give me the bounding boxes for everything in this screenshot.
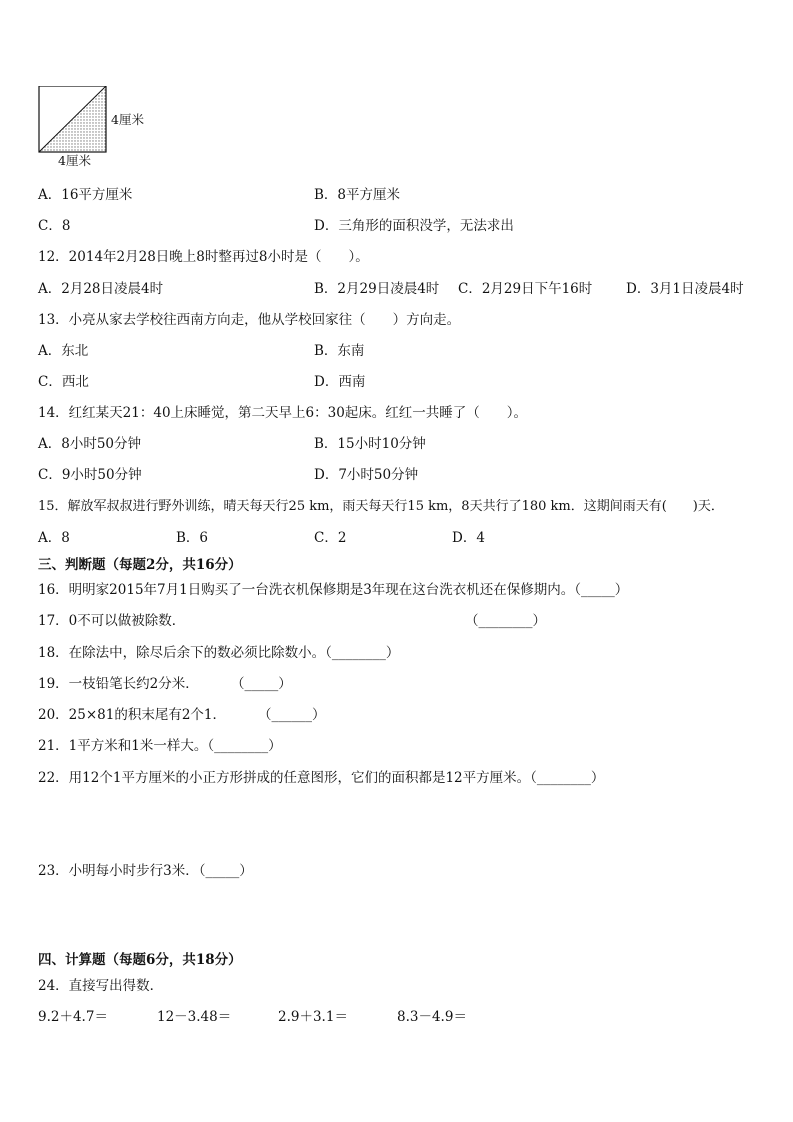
q14-stem: 14．红红某天21：40上床睡觉，第二天早上6：30起床。红红一共睡了（ ）。 xyxy=(38,405,528,421)
q15-option-d: D．4 xyxy=(452,530,485,546)
side-length-label: 4厘米 xyxy=(111,112,144,127)
q15-option-b: B．6 xyxy=(176,530,209,546)
q12-option-b: B．2月29日凌晨4时 xyxy=(314,281,440,297)
q22: 22．用12个1平方厘米的小正方形拼成的任意图形，它们的面积都是12平方厘米。（________） xyxy=(38,770,605,786)
bottom-length-label: 4厘米 xyxy=(58,153,91,168)
q24-expression-2: 12－3.48＝ xyxy=(157,1009,232,1025)
q21: 21．1平方米和1米一样大。（________） xyxy=(38,738,282,754)
q17-answer-blank: （________） xyxy=(465,613,546,629)
q12-option-d: D．3月1日凌晨4时 xyxy=(626,281,744,297)
q11-option-a: A．16平方厘米 xyxy=(38,187,133,203)
q18: 18．在除法中，除尽后余下的数必须比除数小。（________） xyxy=(38,645,400,661)
q12-option-c: C．2月29日下午16时 xyxy=(458,281,593,297)
q13-option-a: A．东北 xyxy=(38,343,89,359)
q20-text: 20．25×81的积末尾有2个1． xyxy=(38,707,227,723)
q13-option-d: D．西南 xyxy=(314,374,366,390)
q13-stem: 13．小亮从家去学校往西南方向走，他从学校回家往（ ）方向走。 xyxy=(38,312,461,328)
q15-option-a: A．8 xyxy=(38,530,70,546)
q20-answer-blank: （______） xyxy=(258,707,326,723)
q13-option-b: B．东南 xyxy=(314,343,365,359)
q12-option-a: A．2月28日凌晨4时 xyxy=(38,281,164,297)
section-3-heading: 三、判断题（每题2分，共16分） xyxy=(38,557,242,573)
q14-option-a: A．8小时50分钟 xyxy=(38,436,142,452)
q15-option-c: C．2 xyxy=(314,530,347,546)
q19-answer-blank: （_____） xyxy=(231,676,292,692)
q11-option-d: D．三角形的面积没学，无法求出 xyxy=(314,218,514,234)
q24-expression-3: 2.9＋3.1＝ xyxy=(278,1009,348,1025)
q24-expression-4: 8.3－4.9＝ xyxy=(397,1009,467,1025)
q19-text: 19．一枝铅笔长约2分米． xyxy=(38,676,199,692)
q11-option-c: C．8 xyxy=(38,218,71,234)
q24-stem: 24．直接写出得数． xyxy=(38,978,164,994)
q11-option-b: B．8平方厘米 xyxy=(314,187,401,203)
square-figure xyxy=(38,86,153,175)
q13-option-c: C．西北 xyxy=(38,374,89,390)
q24-expression-1: 9.2＋4.7＝ xyxy=(38,1009,108,1025)
q14-option-d: D．7小时50分钟 xyxy=(314,467,419,483)
q16: 16．明明家2015年7月1日购买了一台洗衣机保修期是3年现在这台洗衣机还在保修期内。（_____） xyxy=(38,582,629,598)
section-4-heading: 四、计算题（每题6分，共18分） xyxy=(38,952,242,968)
q14-option-b: B．15小时10分钟 xyxy=(314,436,426,452)
q12-stem: 12．2014年2月28日晚上8时整再过8小时是（ ）。 xyxy=(38,249,369,265)
q14-option-c: C．9小时50分钟 xyxy=(38,467,142,483)
q17-text: 17．0不可以做被除数． xyxy=(38,613,186,629)
q15-stem: 15．解放军叔叔进行野外训练，晴天每天行25 km，雨天每天行15 km，8天共行了180 km．这期间雨天有( )天． xyxy=(38,499,724,514)
q23: 23．小明每小时步行3米．（_____） xyxy=(38,863,253,879)
